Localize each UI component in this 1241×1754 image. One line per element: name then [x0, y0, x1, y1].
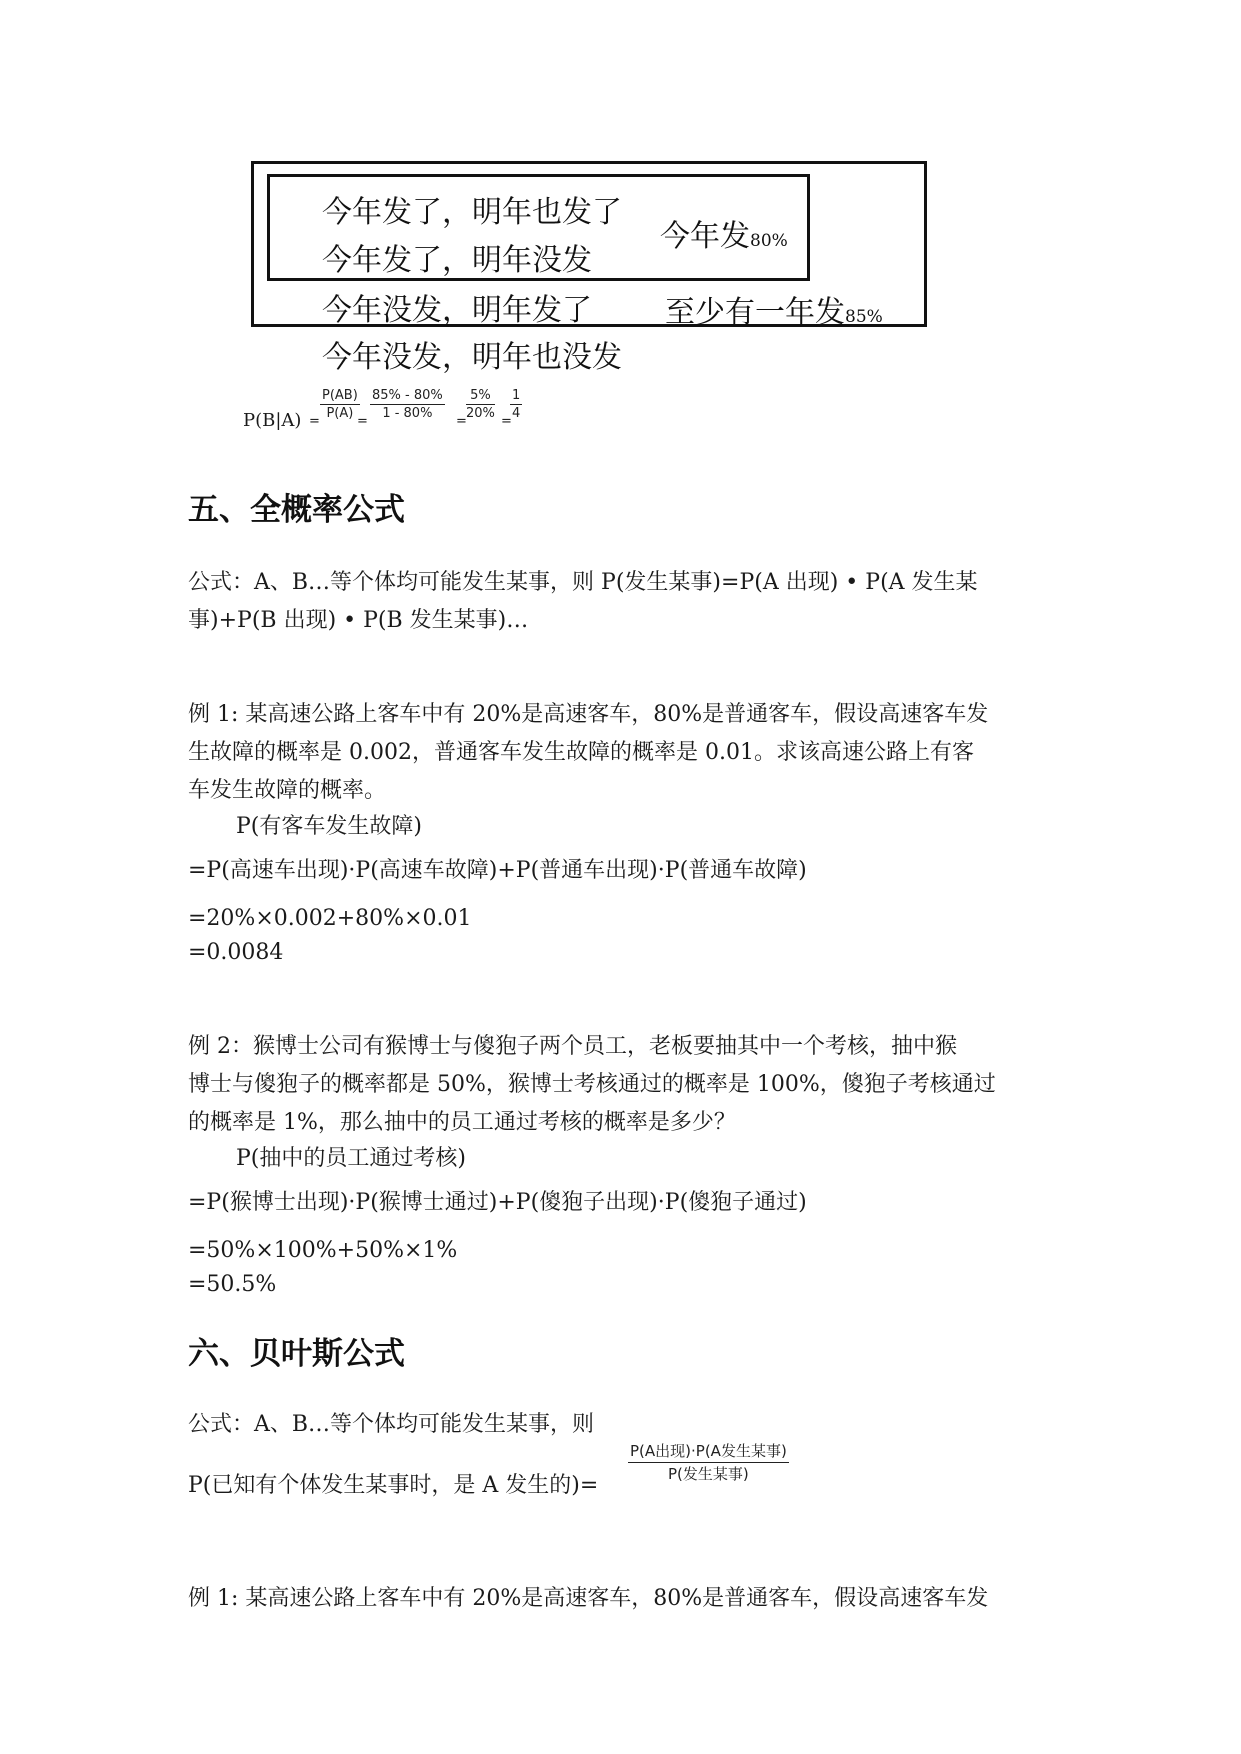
- fraction-5-over-20: [466, 387, 495, 422]
- bayes-fraction-denominator: P(发生某事): [668, 1465, 749, 1483]
- diagram-line-4: 今年没发，明年也没发: [322, 340, 622, 375]
- s6-formula-line-1: 公式：A、B…等个体均可能发生某事，则: [188, 1412, 595, 1437]
- s5-ex2-line-2: 博士与傻狍子的概率都是 50%，猴博士考核通过的概率是 100%，傻狍子考核通过: [188, 1072, 996, 1097]
- s5-ex1-line-4: P(有客车发生故障): [236, 814, 422, 839]
- fraction-p-ab-over-p-a: [320, 387, 360, 422]
- s5-ex2-line-1: 例 2：猴博士公司有猴博士与傻狍子两个员工，老板要抽其中一个考核，抽中猴: [188, 1034, 957, 1059]
- inner-label-text: 今年发: [660, 219, 750, 254]
- outer-pct: 85%: [845, 307, 883, 327]
- fraction-1-numerator: P(AB): [322, 388, 358, 403]
- s5-ex1-line-1: 例 1: 某高速公路上客车中有 20%是高速客车，80%是普通客车，假设高速客车发: [188, 702, 989, 727]
- s5-ex1-line-5: =P(高速车出现)·P(高速车故障)+P(普通车出现)·P(普通车故障): [188, 858, 807, 883]
- s5-ex1-line-3: 车发生故障的概率。: [188, 778, 387, 803]
- outer-label: [665, 287, 883, 331]
- s5-formula-line-1: 公式：A、B…等个体均可能发生某事，则 P(发生某事)=P(A 出现) • P(A 发生某: [188, 570, 978, 595]
- fraction-1-over-4: [510, 387, 522, 422]
- section-6-heading: 六、贝叶斯公式: [188, 1336, 405, 1372]
- s5-ex2-line-7: =50.5%: [188, 1272, 277, 1297]
- cond-formula-eq3: =: [456, 414, 467, 429]
- s5-ex1-line-6: =20%×0.002+80%×0.01: [188, 906, 472, 931]
- inner-pct: 80%: [750, 231, 788, 251]
- fraction-4-denominator: 4: [512, 406, 521, 421]
- fraction-3-denominator: 20%: [466, 406, 495, 421]
- cond-formula-lhs: P(B|A): [243, 410, 302, 431]
- outer-label-text: 至少有一年发: [665, 295, 845, 330]
- fraction-2-denominator: 1 - 80%: [382, 406, 433, 421]
- fraction-2-numerator: 85% - 80%: [372, 388, 443, 403]
- section-5-heading: 五、全概率公式: [188, 492, 405, 528]
- cond-formula-eq4: =: [501, 414, 512, 429]
- inner-label: [660, 211, 788, 255]
- bayes-fraction-numerator: P(A出现)·P(A发生某事): [628, 1440, 789, 1463]
- s5-ex1-line-7: =0.0084: [188, 940, 284, 965]
- s5-ex2-line-6: =50%×100%+50%×1%: [188, 1238, 458, 1263]
- fraction-4-numerator: 1: [512, 388, 521, 403]
- s5-ex2-line-4: P(抽中的员工通过考核): [236, 1146, 466, 1171]
- cond-formula-eq2: =: [357, 414, 368, 429]
- fraction-1-denominator: P(A): [326, 406, 354, 421]
- diagram-line-2: 今年发了，明年没发: [322, 243, 592, 278]
- diagram-line-1: 今年发了，明年也发了: [322, 195, 622, 230]
- s5-formula-line-2: 事)+P(B 出现) • P(B 发生某事)…: [188, 608, 529, 633]
- s5-ex2-line-3: 的概率是 1%，那么抽中的员工通过考核的概率是多少？: [188, 1110, 736, 1135]
- fraction-3-numerator: 5%: [466, 387, 495, 405]
- s6-ex1-line-1: 例 1: 某高速公路上客车中有 20%是高速客车，80%是普通客车，假设高速客车发: [188, 1586, 989, 1611]
- diagram-line-3: 今年没发，明年发了: [322, 293, 592, 328]
- s5-ex1-line-2: 生故障的概率是 0.002，普通客车发生故障的概率是 0.01。求该高速公路上有客: [188, 740, 974, 765]
- s5-ex2-line-5: =P(猴博士出现)·P(猴博士通过)+P(傻狍子出现)·P(傻狍子通过): [188, 1190, 807, 1215]
- fraction-85-minus-80: [370, 387, 445, 422]
- s6-formula-lhs: P(已知有个体发生某事时，是 A 发生的)=: [188, 1473, 599, 1498]
- cond-formula-eq1: =: [309, 414, 320, 429]
- bayes-fraction: [628, 1440, 789, 1485]
